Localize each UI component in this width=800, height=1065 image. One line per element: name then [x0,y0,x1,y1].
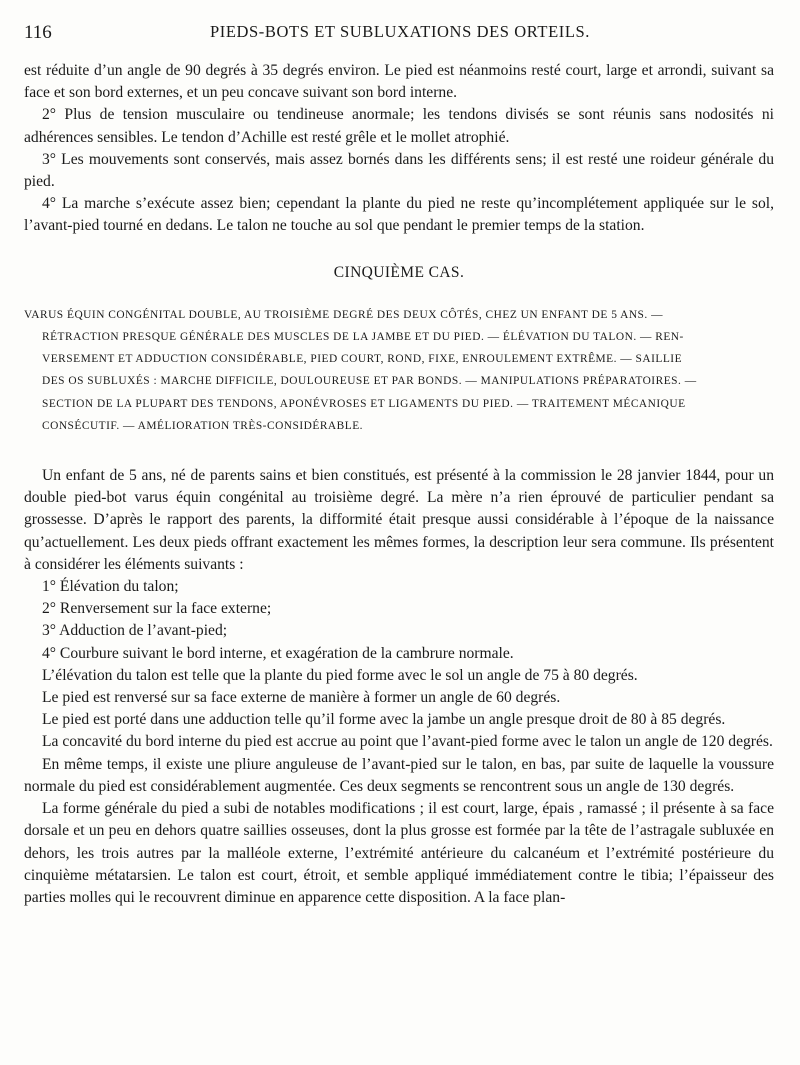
paragraph: Le pied est renversé sur sa face externe de manière à former un angle de 60 degrés. [42,689,561,707]
list-item: 1° Élévation du talon; [42,578,179,596]
page-header [0,18,800,48]
paragraph: 4° La marche s’exécute assez bien; cependant la plante du pied ne reste qu’incomplétement appliquée sur le sol, l’avant-pied tourné en dedans. Le talon ne touche au sol que pendant le premier temps de la station. [24,195,774,235]
page-number: 116 [24,22,52,43]
summary-line: VARUS ÉQUIN CONGÉNITAL DOUBLE, AU TROISIÈME DEGRÉ DES DEUX CÔTÉS, CHEZ UN ENFANT DE 5 ANS. — [24,308,663,321]
case-intro-paragraph: Un enfant de 5 ans, né de parents sains et bien constitués, est présenté à la commission le 28 janvier 1844, pour un double pied-bot varus équin congénital au troisième degré. La mère n’a rien éprouvé de particulier pendant sa grossesse. D’après le rapport des parents, la difformité était presque aussi considérable à l’époque de la naissance qu’actuellement. Les deux pieds offrant exactement les mêmes formes, la description leur sera commune. Ils présentent à considérer les éléments suivants : [24,467,774,573]
summary-line: RÉTRACTION PRESQUE GÉNÉRALE DES MUSCLES DE LA JAMBE ET DU PIED. — ÉLÉVATION DU TALON. — REN- [42,331,684,344]
case-summary [24,304,774,437]
paragraph: L’élévation du talon est telle que la plante du pied forme avec le sol un angle de 75 à 80 degrés. [42,666,638,684]
paragraph: La concavité du bord interne du pied est accrue au point que l’avant-pied forme avec le talon un angle de 120 degrés. [42,733,773,751]
paragraph: La forme générale du pied a subi de notables modifications ; il est court, large, épais , ramassé ; il présente à sa face dorsale et un peu en dehors quatre saillies osseuses, dont la plus grosse est formée par la tête de l’astragale subluxée en dehors, les trois autres par la malléole externe, l’extrémité antérieure du calcanéum et l’extrémité postérieure du cinquième métatarsien. Le talon est court, étroit, et semble appliqué immédiatement contre le tibia; l’épaisseur des parties molles qui le recouvrent diminue en apparence cette disposition. A la face plan- [24,800,774,906]
case-heading: CINQUIÈME CAS. [333,263,465,281]
summary-line: CONSÉCUTIF. — AMÉLIORATION TRÈS-CONSIDÉRABLE. [42,419,364,432]
paragraph: En même temps, il existe une pliure anguleuse de l’avant-pied sur le talon, en bas, par suite de laquelle la voussure normale du pied est considérablement augmentée. Ces deux segments se rencontrent sous un angle de 130 degrés. [24,755,774,795]
summary-line: DES OS SUBLUXÉS : MARCHE DIFFICILE, DOULOUREUSE ET PAR BONDS. — MANIPULATIONS PRÉPARATOIRES. — [42,375,697,388]
list-item: 2° Renversement sur la face externe; [42,600,272,618]
paragraph: 2° Plus de tension musculaire ou tendineuse anormale; les tendons divisés se sont réunis sans nodosités ni adhérences sensibles. Le tendon d’Achille est resté grêle et le mollet atrophié. [24,106,774,146]
elements-list [24,576,774,665]
summary-line: SECTION DE LA PLUPART DES TENDONS, APONÉVROSES ET LIGAMENTS DU PIED. — TRAITEMENT MÉCANIQUE [42,397,686,410]
page-body [24,60,774,909]
running-title: PIEDS-BOTS ET SUBLUXATIONS DES ORTEILS. [209,22,591,41]
list-item: 3° Adduction de l’avant-pied; [42,622,228,640]
paragraph: Le pied est porté dans une adduction telle qu’il forme avec la jambe un angle presque droit de 80 à 85 degrés. [42,711,726,729]
summary-line: VERSEMENT ET ADDUCTION CONSIDÉRABLE, PIED COURT, ROND, FIXE, ENROULEMENT EXTRÊME. — SAILLIE [42,353,683,366]
list-item: 4° Courbure suivant le bord interne, et exagération de la cambrure normale. [42,644,514,662]
paragraph: est réduite d’un angle de 90 degrés à 35 degrés environ. Le pied est néanmoins resté court, large et arrondi, suivant sa face et son bord externes, et un peu concave suivant son bord interne. [24,62,774,102]
paragraph: 3° Les mouvements sont conservés, mais assez bornés dans les différents sens; il est resté une roideur générale du pied. [24,150,774,191]
